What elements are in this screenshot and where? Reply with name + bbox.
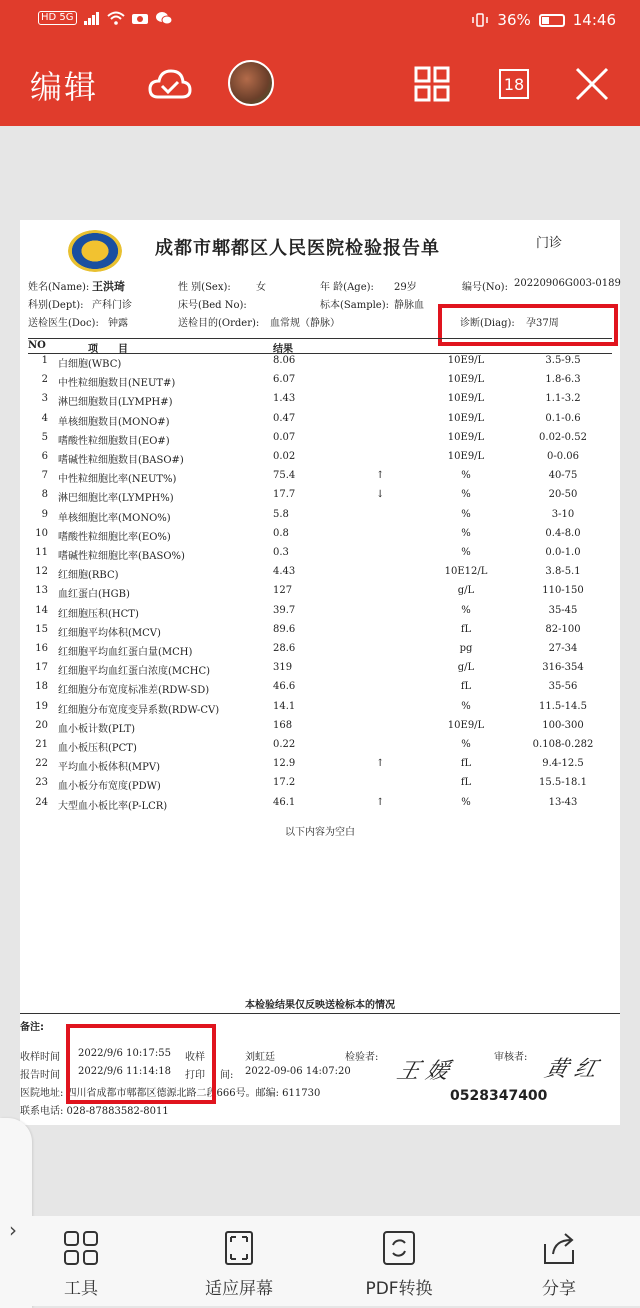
- grid-icon: [414, 66, 450, 102]
- row-unit: 10E9/L: [447, 431, 485, 443]
- pdf-convert-label: PDF转换: [365, 1279, 433, 1299]
- dept-label: 科别(Dept):: [28, 300, 84, 311]
- share-label: 分享: [542, 1279, 576, 1299]
- row-no: 8: [41, 489, 48, 501]
- table-row: [28, 371, 612, 390]
- row-item-name: 血小板压积(PCT): [58, 743, 137, 754]
- table-row: [28, 621, 612, 640]
- share-button[interactable]: [504, 1230, 614, 1299]
- report-type: 门诊: [536, 236, 563, 251]
- report-time-label: 报告时间: [20, 1070, 60, 1081]
- table-row: [28, 544, 612, 563]
- name-label: 姓名(Name):: [28, 282, 90, 293]
- row-reference: 11.5-14.5: [539, 700, 587, 712]
- row-item-name: 红细胞分布宽度变异系数(RDW-CV): [58, 704, 220, 716]
- row-reference: 82-100: [545, 623, 581, 635]
- doc-label: 送检医生(Doc):: [28, 318, 99, 329]
- row-result: 4.43: [273, 566, 296, 578]
- row-result: 12.9: [273, 758, 296, 770]
- row-reference: 20-50: [548, 489, 578, 501]
- row-no: 17: [35, 662, 48, 674]
- checker-label: 检验者:: [345, 1052, 379, 1063]
- row-unit: %: [461, 796, 471, 808]
- table-row: [28, 486, 612, 505]
- checker-signature: 王 媛: [394, 1059, 452, 1084]
- wifi-icon: [107, 11, 125, 25]
- row-reference: 13-43: [548, 796, 578, 808]
- row-item-name: 单核细胞比率(MONO%): [58, 512, 171, 524]
- row-no: 18: [35, 681, 48, 693]
- row-result: 8.06: [273, 355, 296, 366]
- row-no: 9: [41, 508, 48, 520]
- row-result: 168: [273, 719, 293, 731]
- row-result: 46.6: [273, 681, 296, 693]
- row-unit: pg: [459, 643, 473, 654]
- vibrate-icon: [471, 13, 489, 27]
- collect-label: 收样时间: [20, 1052, 60, 1063]
- row-result: 14.1: [273, 700, 296, 712]
- signal-icon: [83, 11, 101, 25]
- row-no: 5: [41, 431, 48, 443]
- row-item-name: 淋巴细胞数目(LYMPH#): [58, 397, 173, 409]
- close-icon: [574, 66, 610, 102]
- table-row: [28, 602, 612, 621]
- battery-icon: [539, 14, 565, 27]
- row-no: 4: [41, 412, 48, 424]
- pdf-convert-icon: [381, 1230, 417, 1266]
- row-no: 11: [35, 547, 48, 558]
- row-result: 1.43: [273, 393, 296, 405]
- row-unit: 10E9/L: [447, 355, 485, 366]
- row-unit: 10E9/L: [447, 719, 485, 731]
- row-item-name: 红细胞平均血红蛋白量(MCH): [58, 647, 193, 658]
- row-reference: 40-75: [548, 470, 578, 482]
- table-row: [28, 736, 612, 755]
- dept: 产科门诊: [92, 300, 132, 311]
- row-no: 19: [35, 700, 48, 712]
- pdf-convert-button[interactable]: [344, 1230, 454, 1299]
- row-result: 0.3: [273, 547, 289, 558]
- bed-label: 床号(Bed No):: [178, 300, 247, 311]
- report-title: 成都市郫都区人民医院检验报告单: [155, 238, 440, 259]
- header-result: 结果: [273, 344, 293, 355]
- table-row: [28, 659, 612, 678]
- row-flag: ↓: [376, 489, 385, 501]
- row-no: 13: [35, 585, 48, 597]
- camera-icon: [131, 11, 149, 25]
- hospital-address: 医院地址: 四川省成都市郫都区德源北路二段666号。邮编: 611730: [20, 1088, 321, 1099]
- row-unit: 10E9/L: [447, 451, 485, 462]
- row-result: 5.8: [273, 508, 289, 520]
- table-row: [28, 506, 612, 525]
- row-unit: %: [461, 527, 471, 539]
- patient-age: 29岁: [394, 282, 417, 293]
- row-item-name: 红细胞分布宽度标准差(RDW-SD): [58, 685, 210, 697]
- row-result: 28.6: [273, 643, 296, 654]
- row-result: 0.07: [273, 431, 296, 443]
- row-item-name: 红细胞平均体积(MCV): [58, 627, 161, 639]
- header-item: 项 目: [88, 344, 128, 355]
- row-item-name: 嗜酸性粒细胞数目(EO#): [58, 435, 170, 447]
- collect-time: 2022/9/6 10:17:55: [78, 1048, 172, 1059]
- row-result: 319: [273, 662, 293, 674]
- battery-percent: 36%: [497, 11, 531, 29]
- tools-label: 工具: [64, 1279, 98, 1299]
- row-item-name: 平均血小板体积(MPV): [58, 762, 160, 774]
- row-no: 10: [35, 527, 48, 539]
- row-item-name: 嗜碱性粒细胞比率(BASO%): [58, 551, 185, 562]
- reviewer-label: 审核者:: [494, 1052, 528, 1063]
- row-reference: 0.0-1.0: [545, 547, 581, 558]
- table-row: [28, 410, 612, 429]
- row-no: 6: [41, 451, 48, 462]
- fit-screen-icon: [221, 1230, 257, 1266]
- row-reference: 3.8-5.1: [545, 566, 581, 578]
- row-item-name: 大型血小板比率(P-LCR): [58, 800, 168, 812]
- status-bar: [0, 0, 640, 40]
- row-result: 17.2: [273, 777, 296, 789]
- row-no: 23: [35, 777, 48, 789]
- page-count-button[interactable]: [492, 62, 536, 106]
- table-row: [28, 755, 612, 774]
- sample: 静脉血: [394, 300, 424, 311]
- table-row: [28, 525, 612, 544]
- header-no: NO: [28, 340, 46, 351]
- document-page: [20, 220, 620, 1125]
- row-result: 127: [273, 585, 293, 597]
- clock: 14:46: [572, 11, 616, 29]
- patient-name: 王洪琦: [92, 280, 125, 293]
- row-result: 0.22: [273, 739, 296, 750]
- doctor: 钟露: [108, 318, 128, 329]
- remark-label: 备注:: [20, 1022, 44, 1033]
- row-result: 46.1: [273, 796, 296, 808]
- row-flag: ↑: [376, 758, 385, 770]
- fit-screen-button[interactable]: [184, 1230, 294, 1299]
- hd-badge: HD 5G: [38, 11, 77, 25]
- row-item-name: 红细胞(RBC): [58, 570, 119, 582]
- row-reference: 35-45: [548, 604, 578, 616]
- patient-sex: 女: [256, 282, 266, 293]
- row-unit: fL: [460, 623, 472, 635]
- cloud-check-icon: [148, 67, 192, 101]
- row-unit: g/L: [457, 662, 475, 674]
- page-count: 18: [499, 69, 529, 99]
- row-unit: %: [461, 489, 471, 501]
- row-no: 22: [35, 758, 48, 770]
- row-item-name: 红细胞压积(HCT): [58, 608, 139, 620]
- row-unit: %: [461, 547, 471, 558]
- row-item-name: 中性粒细胞比率(NEUT%): [58, 474, 177, 486]
- grid-view-button[interactable]: [410, 62, 454, 106]
- row-result: 6.07: [273, 374, 296, 386]
- row-reference: 9.4-12.5: [542, 758, 584, 770]
- reviewer-signature: 黄 红: [542, 1057, 600, 1082]
- row-reference: 3-10: [551, 508, 575, 520]
- table-row: [28, 352, 612, 371]
- table-row: [28, 582, 612, 601]
- tools-button[interactable]: [26, 1230, 136, 1299]
- row-result: 0.02: [273, 451, 296, 462]
- wechat-icon: [155, 11, 173, 25]
- row-no: 16: [35, 643, 48, 654]
- bottom-toolbar: [32, 1216, 640, 1306]
- table-row: [28, 698, 612, 717]
- row-reference: 100-300: [542, 719, 584, 731]
- row-flag: ↑: [376, 470, 385, 482]
- row-unit: 10E9/L: [447, 393, 485, 405]
- table-row: [28, 467, 612, 486]
- table-row: [28, 448, 612, 467]
- table-row: [28, 774, 612, 793]
- report-time: 2022/9/6 11:14:18: [78, 1066, 172, 1077]
- row-no: 7: [41, 470, 48, 482]
- row-reference: 0-0.06: [546, 451, 579, 462]
- row-no: 20: [35, 719, 48, 731]
- row-reference: 1.1-3.2: [545, 393, 581, 405]
- hospital-phone: 联系电话: 028-87883582-8011: [20, 1106, 169, 1117]
- chevron-right-icon: ›: [9, 1218, 17, 1242]
- row-unit: 10E9/L: [447, 412, 485, 424]
- row-reference: 0.4-8.0: [545, 527, 581, 539]
- end-text: 以下内容为空白: [285, 827, 355, 838]
- close-button[interactable]: [570, 62, 614, 106]
- row-result: 39.7: [273, 604, 296, 616]
- print-label: 打印: [185, 1070, 205, 1081]
- row-result: 89.6: [273, 623, 296, 635]
- table-row: [28, 794, 612, 813]
- table-row: [28, 640, 612, 659]
- footer-note: 本检验结果仅反映送检标本的情况: [20, 996, 620, 1014]
- row-item-name: 嗜碱性粒细胞数目(BASO#): [58, 455, 184, 466]
- row-reference: 0.108-0.282: [532, 739, 594, 750]
- share-icon: [541, 1230, 577, 1266]
- row-reference: 1.8-6.3: [545, 374, 581, 386]
- diag-label: 诊断(Diag):: [460, 318, 515, 329]
- row-item-name: 血小板计数(PLT): [58, 723, 136, 735]
- row-unit: %: [461, 604, 471, 616]
- row-item-name: 淋巴细胞比率(LYMPH%): [58, 493, 174, 505]
- row-result: 17.7: [273, 489, 296, 501]
- top-toolbar: [0, 40, 640, 126]
- row-no: 21: [35, 739, 48, 750]
- row-unit: %: [461, 508, 471, 520]
- edit-button[interactable]: 编辑: [30, 68, 99, 106]
- diagnosis: 孕37周: [526, 318, 559, 329]
- row-no: 1: [41, 355, 48, 366]
- order-label: 送检目的(Order):: [178, 318, 260, 329]
- row-result: 0.47: [273, 412, 296, 424]
- row-reference: 0.1-0.6: [545, 412, 581, 424]
- cloud-sync-button[interactable]: [148, 62, 192, 106]
- table-row: [28, 717, 612, 736]
- hospital-logo: [68, 230, 122, 272]
- print-time: 2022-09-06 14:07:20: [245, 1066, 351, 1077]
- order: 血常规（静脉）: [270, 318, 340, 329]
- row-reference: 27-34: [548, 643, 578, 654]
- row-unit: %: [461, 470, 471, 482]
- receiver: 刘虹廷: [245, 1052, 275, 1063]
- table-row: [28, 563, 612, 582]
- table-row: [28, 429, 612, 448]
- row-item-name: 嗜酸性粒细胞比率(EO%): [58, 531, 171, 543]
- age-label: 年 龄(Age):: [320, 282, 374, 293]
- row-reference: 3.5-9.5: [545, 355, 581, 366]
- row-reference: 35-56: [548, 681, 578, 693]
- row-no: 3: [41, 393, 48, 405]
- row-result: 75.4: [273, 470, 296, 482]
- row-flag: ↑: [376, 796, 385, 808]
- row-reference: 15.5-18.1: [539, 777, 587, 789]
- row-result: 0.8: [273, 527, 289, 539]
- row-unit: fL: [460, 681, 472, 693]
- table-row: [28, 390, 612, 409]
- row-unit: 10E12/L: [444, 566, 488, 578]
- sex-label: 性 别(Sex):: [178, 282, 231, 293]
- row-no: 15: [35, 623, 48, 635]
- fit-screen-label: 适应屏幕: [205, 1279, 273, 1299]
- row-unit: 10E9/L: [447, 374, 485, 386]
- row-reference: 110-150: [542, 585, 584, 597]
- row-no: 2: [41, 374, 48, 386]
- receiver-label: 收样: [185, 1052, 205, 1063]
- stamp-number: 0528347400: [450, 1088, 548, 1104]
- row-unit: fL: [460, 777, 472, 789]
- row-reference: 0.02-0.52: [539, 431, 587, 443]
- time-highlight: [66, 1024, 216, 1104]
- row-reference: 316-354: [542, 662, 584, 674]
- row-unit: fL: [460, 758, 472, 770]
- print-label-suffix: 间:: [220, 1070, 234, 1081]
- avatar[interactable]: [228, 60, 274, 106]
- tools-icon: [63, 1230, 99, 1266]
- row-item-name: 血小板分布宽度(PDW): [58, 781, 161, 793]
- row-unit: %: [461, 700, 471, 712]
- row-no: 12: [35, 566, 48, 578]
- sample-label: 标本(Sample):: [320, 300, 389, 311]
- row-unit: g/L: [457, 585, 475, 597]
- row-no: 14: [35, 604, 48, 616]
- no-label: 编号(No):: [462, 282, 508, 293]
- table-row: [28, 678, 612, 697]
- row-item-name: 血红蛋白(HGB): [58, 589, 130, 601]
- row-item-name: 单核细胞数目(MONO#): [58, 416, 170, 428]
- row-unit: %: [461, 739, 471, 750]
- row-no: 24: [35, 796, 48, 808]
- row-item-name: 红细胞平均血红蛋白浓度(MCHC): [58, 666, 211, 678]
- report-no: 20220906G003-0189: [514, 278, 621, 289]
- row-item-name: 中性粒细胞数目(NEUT#): [58, 378, 176, 390]
- row-item-name: 白细胞(WBC): [58, 359, 122, 370]
